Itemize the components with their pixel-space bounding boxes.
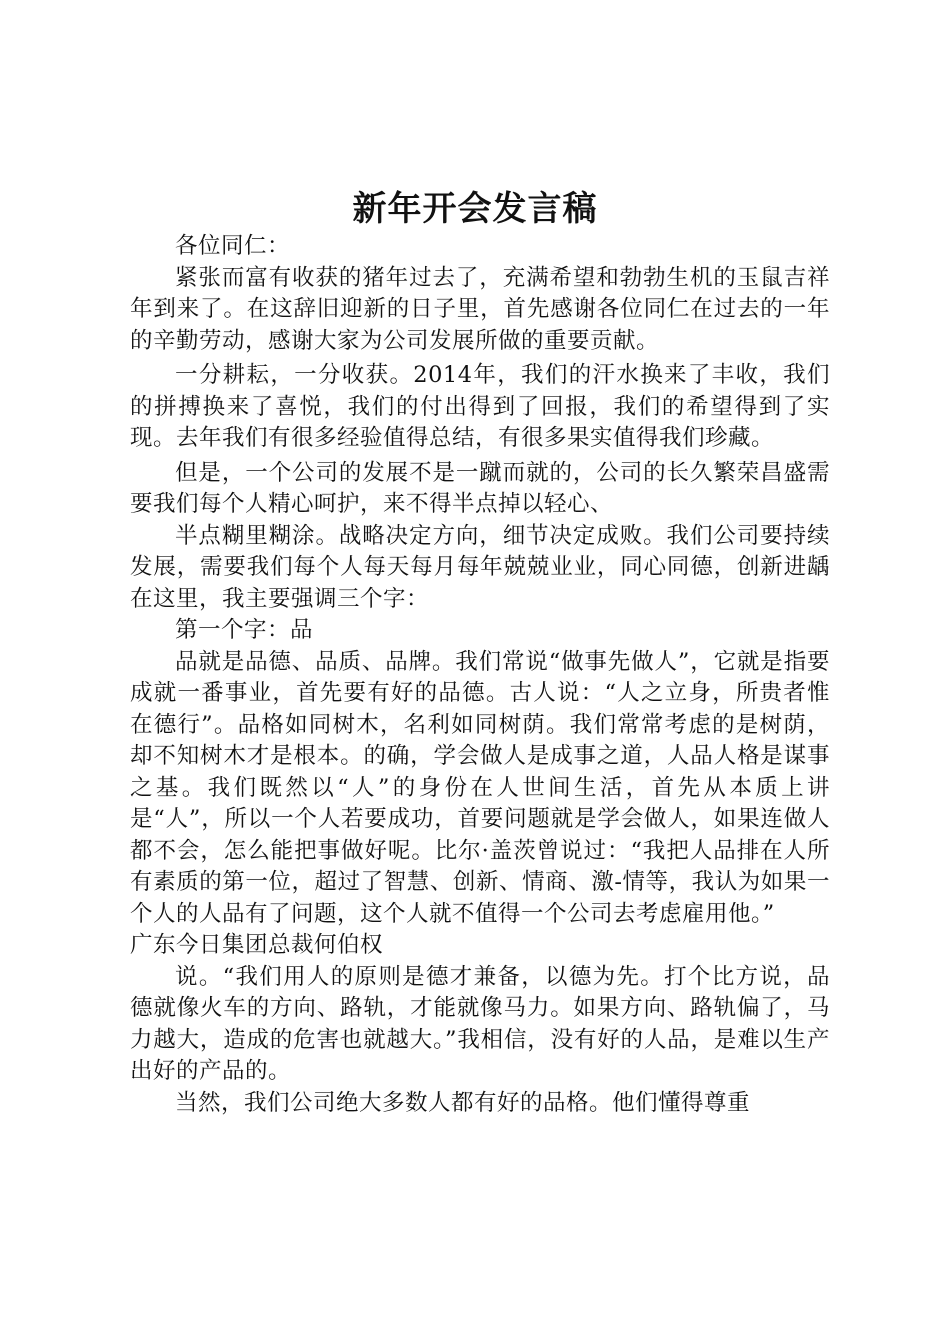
paragraph-6: 广东今日集团总裁何伯权 (130, 932, 384, 958)
paragraph-8: 当然，我们公司绝大多数人都有好的品格。他们懂得尊重 (175, 1089, 751, 1116)
paragraph-1: 紧张而富有收获的猪年过去了，充满希望和勃勃生机的玉鼠吉祥年到来了。在这辞旧迎新的日子里，首先感谢各位同仁在过去的一年的辛勤劳动，感谢大家为公司发展所做的重要贡献。 (130, 264, 830, 354)
salutation: 各位同仁： (175, 233, 291, 259)
paragraph-7: 说。“我们用人的原则是德才兼备，以德为先。打个比方说，品德就像火车的方向、路轨，才能就像马力。如果方向、路轨偏了，马力越大，造成的危害也就越大。”我相信，没有好的人品，是难以生产出好的产品的。 (130, 963, 830, 1084)
document-title: 新年开会发言稿 (352, 189, 598, 229)
document-body (130, 231, 830, 1119)
paragraph-5: 品就是品德、品质、品牌。我们常说“做事先做人”，它就是指要成就一番事业，首先要有好的品德。古人说：“人之立身，所贵者惟在德行”。品格如同树木，名利如同树荫。我们常常考虑的是树荫，却不知树木才是根本。的确，学会做人是成事之道，人品人格是谋事之基。我们既然以“人”的身份在人世间生活，首先从本质上讲是“人”，所以一个人若要成功，首要问题就是学会做人，如果连做人都不会，怎么能把事做好呢。比尔·盖茨曾说过：“我把人品排在人所有素质的第一位，超过了智慧、创新、情商、激-情等，我认为如果一个人的人品有了问题，这个人就不值得一个公司去考虑雇用他。” (130, 648, 830, 927)
paragraph-4: 半点糊里糊涂。战略决定方向，细节决定成败。我们公司要持续发展，需要我们每个人每天每月每年兢兢业业，同心同德，创新进龋在这里，我主要强调三个字： (130, 522, 830, 612)
section-heading: 第一个字：品 (175, 617, 314, 643)
paragraph-2: 一分耕耘，一分收获。2014年，我们的汗水换来了丰收，我们的拼搏换来了喜悦，我们的付出得到了回报，我们的希望得到了实现。去年我们有很多经验值得总结，有很多果实值得我们珍藏。 (130, 362, 830, 451)
paragraph-3: 但是，一个公司的发展不是一蹴而就的，公司的长久繁荣昌盛需要我们每个人精心呵护，来不得半点掉以轻心、 (130, 459, 830, 517)
